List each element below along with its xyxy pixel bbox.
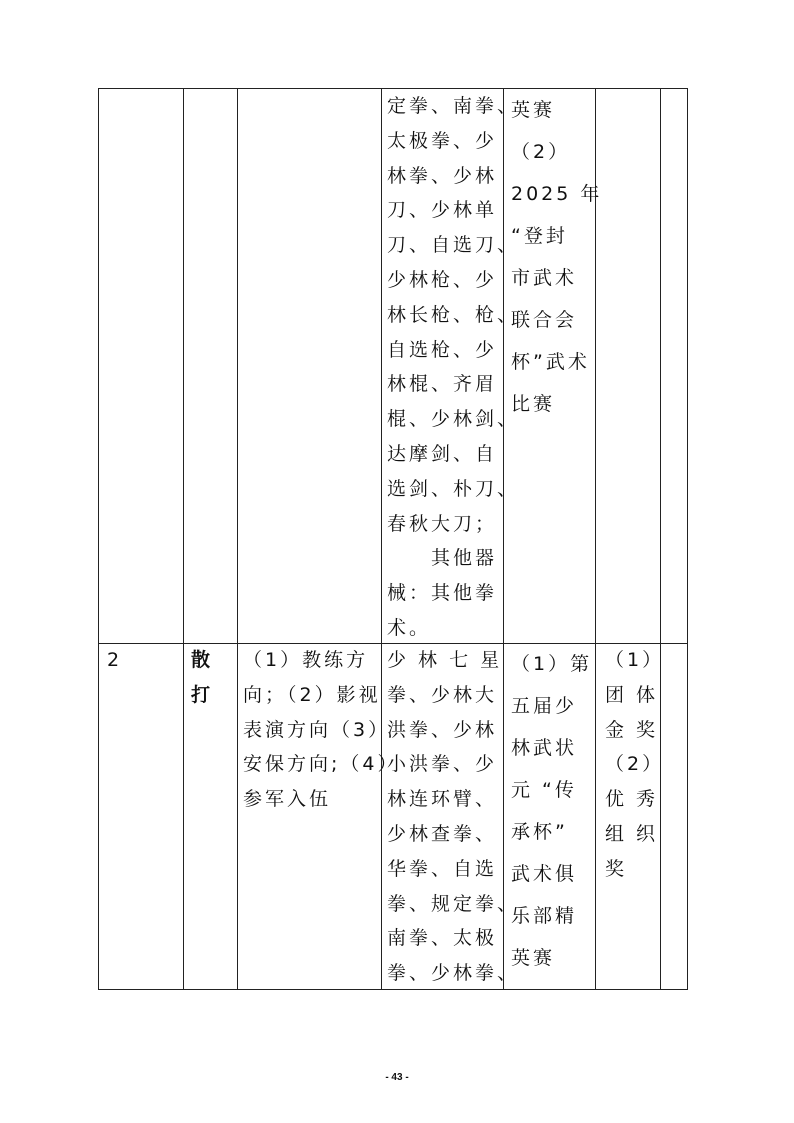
- cell-text-line: 刀、自选刀、: [387, 234, 520, 257]
- cell-text-line: 少林枪、少: [387, 268, 498, 291]
- cell-text-line: 打: [191, 683, 214, 706]
- cell-text-line: 洪拳、少林: [387, 718, 498, 741]
- cell-text-line: 优 秀: [605, 788, 659, 811]
- table-cell: [387, 643, 519, 991]
- table-cell: [387, 89, 519, 646]
- table-cell: [511, 643, 592, 979]
- cell-text-line: 散: [191, 649, 214, 671]
- cell-text-line: 其他器: [387, 547, 498, 570]
- table-cell: [605, 643, 664, 887]
- column-divider: [381, 89, 382, 989]
- cell-text-line: “登封: [511, 225, 568, 247]
- cell-text-line: 南拳、太极: [387, 927, 498, 950]
- cell-text-line: 少 林 七 星: [387, 649, 503, 671]
- cell-text-line: 华拳、自选: [387, 857, 498, 880]
- cell-text-line: 自选枪、少: [387, 338, 498, 361]
- cell-text-line: 英赛: [511, 947, 556, 969]
- cell-text-line: 元 “传: [511, 779, 577, 801]
- table-cell: [243, 643, 400, 817]
- cell-text-line: 春秋大刀；: [387, 512, 498, 535]
- cell-text-line: 表演方向（3）: [243, 718, 391, 741]
- cell-text-line: 2025 年: [511, 183, 603, 205]
- cell-text-line: 组 织: [605, 822, 659, 845]
- column-divider: [237, 89, 238, 989]
- cell-text-line: 林棍、齐眉: [387, 373, 498, 396]
- cell-text-line: 林连环臂、: [387, 788, 498, 811]
- table-cell: [191, 643, 213, 713]
- cell-text-line: 拳、少林大: [387, 683, 498, 706]
- cell-text-line: 五届少: [511, 695, 578, 717]
- cell-text-line: 奖: [605, 857, 628, 880]
- cell-text-line: 拳、规定拳、: [387, 892, 520, 915]
- cell-text-line: 选剑、朴刀、: [387, 477, 520, 500]
- cell-text-line: 2: [107, 649, 123, 671]
- cell-text-line: （1）: [605, 649, 665, 671]
- cell-text-line: 拳、少林拳、: [387, 962, 520, 985]
- column-divider: [183, 89, 184, 989]
- table-cell: [511, 89, 602, 425]
- cell-text-line: 棍、少林剑、: [387, 408, 520, 431]
- cell-text-line: 英赛: [511, 99, 556, 121]
- cell-text-line: 比赛: [511, 393, 556, 415]
- cell-text-line: （2）: [605, 753, 665, 776]
- table-cell: [107, 643, 122, 678]
- cell-text-line: 林拳、少林: [387, 164, 498, 187]
- cell-text-line: 金 奖: [605, 718, 659, 741]
- cell-text-line: 刀、少林单: [387, 199, 498, 222]
- cell-text-line: 术。: [387, 616, 432, 639]
- cell-text-line: 太极拳、少: [387, 129, 498, 152]
- cell-text-line: 承杯”: [511, 821, 568, 843]
- cell-text-line: 达摩剑、自: [387, 442, 498, 465]
- cell-text-line: 林长枪、枪、: [387, 303, 520, 326]
- cell-text-line: 械：其他拳: [387, 582, 498, 605]
- page-number: - 43 -: [385, 1072, 409, 1083]
- cell-text-line: （2）: [511, 141, 571, 163]
- cell-text-line: （1）第: [511, 653, 593, 675]
- cell-text-line: 联合会: [511, 309, 578, 331]
- cell-text-line: 小洪拳、少: [387, 753, 498, 776]
- cell-text-line: 林武状: [511, 737, 578, 759]
- cell-text-line: 参军入伍: [243, 788, 332, 811]
- cell-text-line: （1）教练方: [243, 649, 369, 671]
- cell-text-line: 定拳、南拳、: [387, 95, 520, 117]
- cell-text-line: 安保方向;（4）: [243, 753, 400, 776]
- cell-text-line: 团 体: [605, 683, 659, 706]
- cell-text-line: 少林查拳、: [387, 822, 498, 845]
- cell-text-line: 市武术: [511, 267, 578, 289]
- cell-text-line: 乐部精: [511, 905, 578, 927]
- cell-text-line: 杯”武术: [511, 351, 590, 373]
- cell-text-line: 武术俱: [511, 863, 578, 885]
- cell-text-line: 向；（2）影视: [243, 683, 381, 706]
- table: [98, 88, 688, 990]
